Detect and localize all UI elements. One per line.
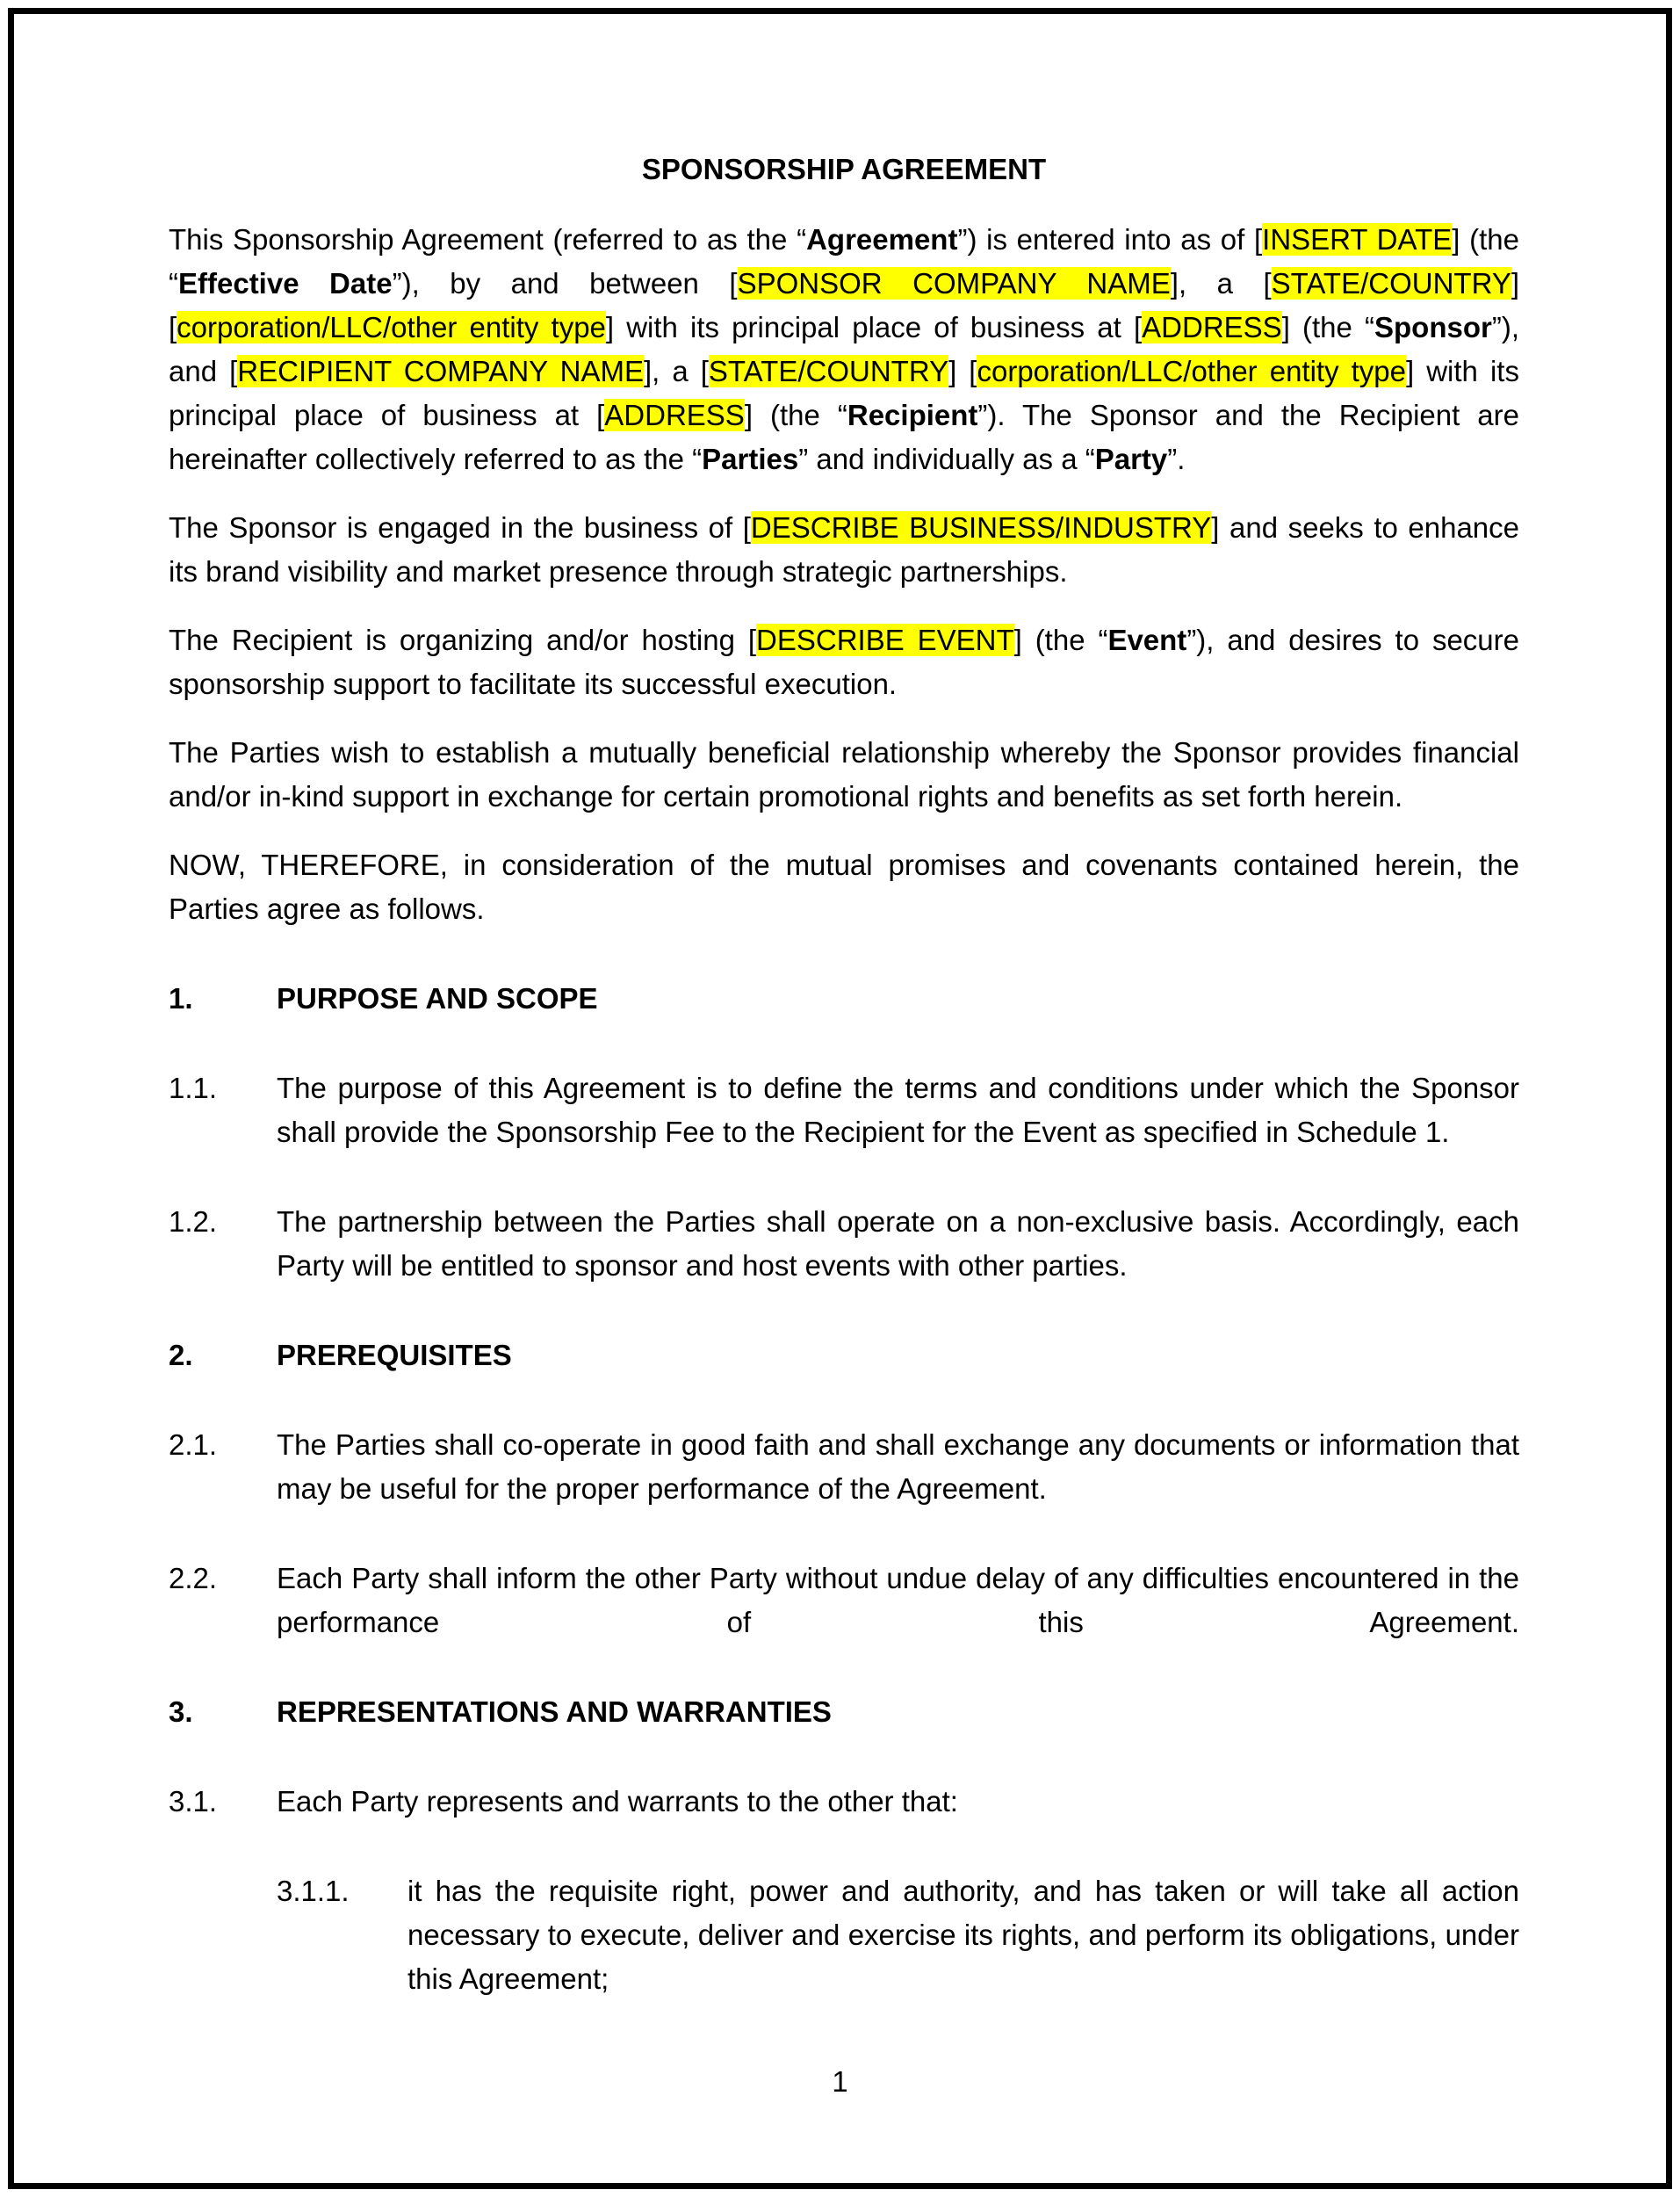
section-heading bbox=[169, 1333, 1519, 1377]
text-run: ”. bbox=[1167, 443, 1186, 475]
text-run: ”), and [ bbox=[169, 311, 1519, 387]
text-run: ”), and desires to secure sponsorship support to facilitate its successful execution. bbox=[169, 624, 1520, 700]
text-run: Event bbox=[1107, 624, 1187, 656]
text-run: Effective Date bbox=[178, 267, 393, 300]
text-run: ” and individually as a “ bbox=[798, 443, 1095, 475]
text-run: ] (the “ bbox=[1281, 311, 1374, 343]
text-run: ] (the “ bbox=[169, 223, 1519, 300]
paragraph bbox=[169, 218, 1519, 481]
placeholder-highlight: corporation/LLC/other entity type bbox=[177, 311, 606, 343]
text-run: ] [ bbox=[169, 267, 1519, 343]
text-run: ”). The Sponsor and the Recipient are hereinafter collectively referred to as the “ bbox=[169, 399, 1519, 475]
clause-number: 3.1. bbox=[169, 1785, 218, 1818]
placeholder-highlight: STATE/COUNTRY bbox=[1271, 267, 1511, 300]
text-run: ] [ bbox=[948, 355, 977, 387]
clause-number: 3.1.1. bbox=[277, 1875, 350, 1907]
section-heading bbox=[169, 1690, 1519, 1734]
placeholder-highlight: SPONSOR COMPANY NAME bbox=[737, 267, 1171, 300]
section-heading-label: REPRESENTATIONS AND WARRANTIES bbox=[277, 1695, 832, 1728]
text-run: Sponsor bbox=[1374, 311, 1492, 343]
text-run: ] (the “ bbox=[744, 399, 847, 431]
placeholder-highlight: DESCRIBE EVENT bbox=[756, 624, 1014, 656]
document-content bbox=[169, 148, 1519, 2047]
placeholder-highlight: corporation/LLC/other entity type bbox=[977, 355, 1407, 387]
clause bbox=[169, 1780, 1519, 1824]
text-run: ], a [ bbox=[1170, 267, 1272, 300]
clause bbox=[169, 1423, 1519, 1511]
placeholder-highlight: DESCRIBE BUSINESS/INDUSTRY bbox=[750, 511, 1212, 544]
text-run: Recipient bbox=[847, 399, 978, 431]
page-number: 1 bbox=[832, 2065, 848, 2098]
placeholder-highlight: RECIPIENT COMPANY NAME bbox=[237, 355, 644, 387]
document-title: SPONSORSHIP AGREEMENT bbox=[641, 153, 1047, 185]
text-run: ], a [ bbox=[643, 355, 709, 387]
clause bbox=[169, 1066, 1519, 1154]
clause-number: 2.2. bbox=[169, 1562, 218, 1594]
text-run: The Recipient is organizing and/or hosting [ bbox=[169, 624, 757, 656]
placeholder-highlight: INSERT DATE bbox=[1262, 223, 1453, 256]
clause bbox=[169, 1200, 1519, 1288]
clause bbox=[169, 1869, 1519, 2001]
text-run: Parties bbox=[702, 443, 799, 475]
clause bbox=[169, 1557, 1519, 1644]
clause-number: 1.2. bbox=[169, 1205, 218, 1238]
text-run: ] (the “ bbox=[1013, 624, 1108, 656]
text-run: it has the requisite right, power and authority, and has taken or will take all action necessary to execute, deliver and exercise its rights, and perform its obligations, under this Agreement; bbox=[407, 1875, 1519, 1995]
section-number: 3. bbox=[169, 1695, 193, 1728]
clause-number: 1.1. bbox=[169, 1072, 218, 1104]
section-heading bbox=[169, 977, 1519, 1021]
section-heading-label: PREREQUISITES bbox=[277, 1339, 512, 1371]
text-run: Each Party shall inform the other Party without undue delay of any difficulties encountered in the performance of this Agreement. bbox=[277, 1562, 1519, 1638]
text-run: NOW, THEREFORE, in consideration of the mutual promises and covenants contained herein, the Parties agree as follows. bbox=[169, 849, 1519, 925]
text-run: The Sponsor is engaged in the business of [ bbox=[169, 511, 751, 544]
text-run: ”), by and between [ bbox=[392, 267, 738, 300]
paragraph bbox=[169, 618, 1519, 706]
text-run: Party bbox=[1094, 443, 1168, 475]
text-run: ] and seeks to enhance its brand visibility and market presence through strategic partnerships. bbox=[169, 511, 1520, 588]
text-run: ] with its principal place of business at [ bbox=[169, 355, 1519, 431]
paragraph bbox=[169, 843, 1519, 931]
text-run: ] with its principal place of business at [ bbox=[605, 311, 1143, 343]
text-run: Agreement bbox=[806, 223, 958, 256]
paragraph bbox=[169, 731, 1519, 819]
placeholder-highlight: ADDRESS bbox=[1142, 311, 1282, 343]
placeholder-highlight: ADDRESS bbox=[604, 399, 745, 431]
section-heading-label: PURPOSE AND SCOPE bbox=[277, 982, 598, 1015]
text-run: This Sponsorship Agreement (referred to as the “ bbox=[169, 223, 807, 256]
text-run: The partnership between the Parties shall operate on a non-exclusive basis. Accordingly, each Party will be entitled to sponsor and host events with other parties. bbox=[277, 1205, 1519, 1282]
clause-number: 2.1. bbox=[169, 1428, 218, 1461]
text-run: ”) is entered into as of [ bbox=[957, 223, 1263, 256]
section-number: 2. bbox=[169, 1339, 193, 1371]
paragraph bbox=[169, 506, 1519, 594]
section-number: 1. bbox=[169, 982, 193, 1015]
text-run: The purpose of this Agreement is to define the terms and conditions under which the Sponsor shall provide the Sponsorship Fee to the Recipient for the Event as specified in Schedule 1. bbox=[277, 1072, 1519, 1148]
placeholder-highlight: STATE/COUNTRY bbox=[708, 355, 949, 387]
text-run: Each Party represents and warrants to the other that: bbox=[277, 1785, 958, 1818]
text-run: The Parties shall co-operate in good faith and shall exchange any documents or information that may be useful for the proper performance of the Agreement. bbox=[277, 1428, 1519, 1505]
text-run: The Parties wish to establish a mutually beneficial relationship whereby the Sponsor provides financial and/or in-kind support in exchange for certain promotional rights and benefits as set forth herein. bbox=[169, 736, 1519, 813]
